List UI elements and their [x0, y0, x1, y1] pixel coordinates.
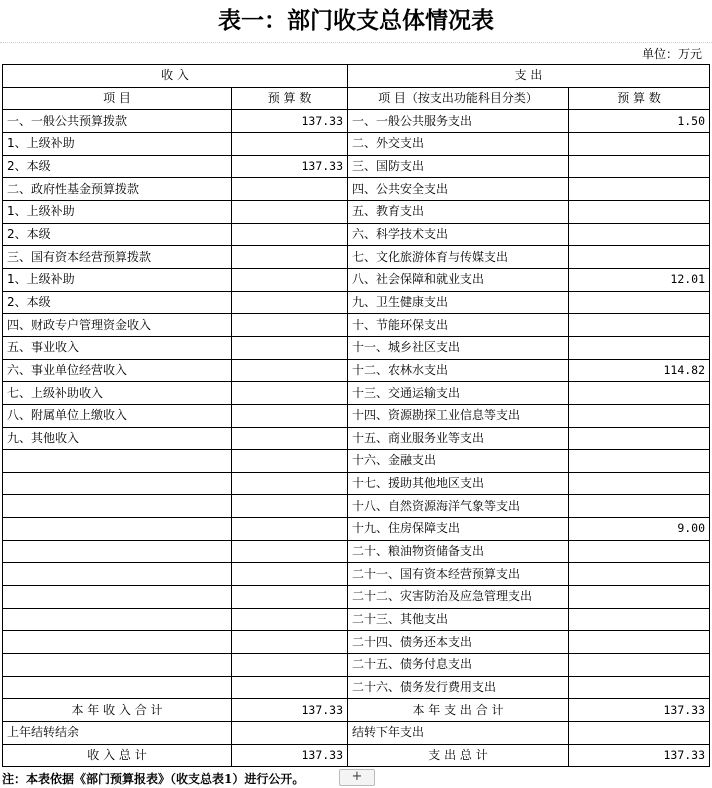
income-year-total-label: 本 年 收 入 合 计 — [3, 699, 232, 722]
header-row-columns — [3, 87, 710, 110]
income-item-cell — [3, 676, 232, 699]
expense-item-cell: 十一、城乡社区支出 — [348, 336, 569, 359]
expense-value-cell: 12.01 — [569, 268, 710, 291]
income-item-cell — [3, 654, 232, 677]
budget-table — [2, 64, 710, 767]
carry-out-label: 结转下年支出 — [348, 722, 569, 745]
table-row — [3, 563, 710, 586]
grand-total-row — [3, 744, 710, 767]
table-row — [3, 336, 710, 359]
expense-grand-total-label: 支 出 总 计 — [348, 744, 569, 767]
expense-item-cell: 二十、粮油物资储备支出 — [348, 540, 569, 563]
table-row — [3, 382, 710, 405]
income-value-cell — [232, 676, 348, 699]
expense-item-cell: 九、卫生健康支出 — [348, 291, 569, 314]
table-row — [3, 631, 710, 654]
page-title: 表一：部门收支总体情况表 — [0, 0, 712, 43]
expense-item-cell: 二十一、国有资本经营预算支出 — [348, 563, 569, 586]
table-row — [3, 586, 710, 609]
income-value-cell — [232, 518, 348, 541]
expense-item-cell: 十八、自然资源海洋气象等支出 — [348, 495, 569, 518]
income-item-header: 项 目 — [3, 87, 232, 110]
expense-value-cell — [569, 563, 710, 586]
expense-item-cell: 五、教育支出 — [348, 200, 569, 223]
income-value-cell — [232, 586, 348, 609]
table-row — [3, 450, 710, 473]
footnote: 注：本表依据《部门预算报表》（收支总表1）进行公开。 — [2, 772, 305, 786]
income-item-cell — [3, 495, 232, 518]
expense-value-cell — [569, 132, 710, 155]
income-year-total-value: 137.33 — [232, 699, 348, 722]
income-value-cell — [232, 359, 348, 382]
income-value-cell — [232, 291, 348, 314]
income-item-cell — [3, 540, 232, 563]
income-item-cell: 五、事业收入 — [3, 336, 232, 359]
expense-item-cell: 八、社会保障和就业支出 — [348, 268, 569, 291]
income-value-cell — [232, 223, 348, 246]
expense-value-cell: 114.82 — [569, 359, 710, 382]
expense-grand-total-value: 137.33 — [569, 744, 710, 767]
income-value-cell — [232, 427, 348, 450]
expense-value-cell — [569, 427, 710, 450]
expense-item-header: 项 目（按支出功能科目分类） — [348, 87, 569, 110]
income-value-cell — [232, 200, 348, 223]
income-value-cell — [232, 450, 348, 473]
expense-item-cell: 十七、援助其他地区支出 — [348, 472, 569, 495]
table-row — [3, 654, 710, 677]
expense-item-cell: 二、外交支出 — [348, 132, 569, 155]
expense-value-cell — [569, 450, 710, 473]
expense-item-cell: 十九、住房保障支出 — [348, 518, 569, 541]
income-value-cell — [232, 336, 348, 359]
table-row — [3, 359, 710, 382]
income-item-cell: 2、本级 — [3, 291, 232, 314]
income-value-cell — [232, 178, 348, 201]
income-grand-total-value: 137.33 — [232, 744, 348, 767]
income-value-cell — [232, 495, 348, 518]
expense-value-cell — [569, 291, 710, 314]
expense-item-cell: 二十六、债务发行费用支出 — [348, 676, 569, 699]
expense-value-cell — [569, 631, 710, 654]
expense-item-cell: 二十二、灾害防治及应急管理支出 — [348, 586, 569, 609]
income-value-cell — [232, 268, 348, 291]
income-item-cell — [3, 563, 232, 586]
income-item-cell: 2、本级 — [3, 155, 232, 178]
expense-value-cell — [569, 608, 710, 631]
expense-section-header: 支 出 — [348, 65, 710, 88]
expense-item-cell: 十六、金融支出 — [348, 450, 569, 473]
expense-year-total-label: 本 年 支 出 合 计 — [348, 699, 569, 722]
table-row — [3, 132, 710, 155]
expense-value-cell: 1.50 — [569, 110, 710, 133]
income-item-cell: 2、本级 — [3, 223, 232, 246]
income-item-cell — [3, 631, 232, 654]
expense-value-cell — [569, 404, 710, 427]
income-value-cell — [232, 132, 348, 155]
table-row — [3, 540, 710, 563]
expense-value-cell — [569, 540, 710, 563]
expense-item-cell: 十四、资源勘探工业信息等支出 — [348, 404, 569, 427]
expense-item-cell: 一、一般公共服务支出 — [348, 110, 569, 133]
income-value-cell — [232, 540, 348, 563]
expense-value-cell — [569, 314, 710, 337]
income-value-cell: 137.33 — [232, 155, 348, 178]
income-value-cell — [232, 608, 348, 631]
table-row — [3, 404, 710, 427]
income-item-cell: 1、上级补助 — [3, 268, 232, 291]
carry-in-label: 上年结转结余 — [3, 722, 232, 745]
expense-item-cell: 十、节能环保支出 — [348, 314, 569, 337]
expense-value-cell — [569, 223, 710, 246]
expense-year-total-value: 137.33 — [569, 699, 710, 722]
expense-value-cell — [569, 586, 710, 609]
expense-value-cell — [569, 178, 710, 201]
table-row — [3, 291, 710, 314]
income-item-cell: 三、国有资本经营预算拨款 — [3, 246, 232, 269]
carry-out-value — [569, 722, 710, 745]
income-budget-header: 预 算 数 — [232, 87, 348, 110]
carry-in-value — [232, 722, 348, 745]
income-item-cell — [3, 586, 232, 609]
income-value-cell — [232, 246, 348, 269]
income-item-cell: 四、财政专户管理资金收入 — [3, 314, 232, 337]
year-total-row — [3, 699, 710, 722]
table-row — [3, 495, 710, 518]
expense-item-cell: 十五、商业服务业等支出 — [348, 427, 569, 450]
expense-item-cell: 二十五、债务付息支出 — [348, 654, 569, 677]
income-item-cell: 九、其他收入 — [3, 427, 232, 450]
table-row — [3, 178, 710, 201]
table-row — [3, 608, 710, 631]
income-item-cell — [3, 450, 232, 473]
expense-value-cell — [569, 382, 710, 405]
expense-item-cell: 二十四、债务还本支出 — [348, 631, 569, 654]
expense-item-cell: 十三、交通运输支出 — [348, 382, 569, 405]
income-section-header: 收 入 — [3, 65, 348, 88]
table-row — [3, 676, 710, 699]
table-row — [3, 200, 710, 223]
expense-value-cell — [569, 495, 710, 518]
expense-value-cell — [569, 472, 710, 495]
income-value-cell — [232, 314, 348, 337]
table-row — [3, 472, 710, 495]
expense-value-cell — [569, 654, 710, 677]
income-value-cell — [232, 563, 348, 586]
expense-item-cell: 十二、农林水支出 — [348, 359, 569, 382]
expense-value-cell: 9.00 — [569, 518, 710, 541]
expense-item-cell: 七、文化旅游体育与传媒支出 — [348, 246, 569, 269]
income-value-cell — [232, 404, 348, 427]
table-row — [3, 427, 710, 450]
income-item-cell: 八、附属单位上缴收入 — [3, 404, 232, 427]
income-value-cell — [232, 654, 348, 677]
table-row — [3, 155, 710, 178]
income-item-cell: 1、上级补助 — [3, 200, 232, 223]
unit-label: 单位：万元 — [641, 47, 702, 61]
table-row — [3, 518, 710, 541]
expense-item-cell: 六、科学技术支出 — [348, 223, 569, 246]
expense-budget-header: 预 算 数 — [569, 87, 710, 110]
expense-item-cell: 三、国防支出 — [348, 155, 569, 178]
income-grand-total-label: 收 入 总 计 — [3, 744, 232, 767]
income-value-cell: 137.33 — [232, 110, 348, 133]
income-item-cell: 一、一般公共预算拨款 — [3, 110, 232, 133]
income-item-cell — [3, 518, 232, 541]
table-row — [3, 246, 710, 269]
income-item-cell: 七、上级补助收入 — [3, 382, 232, 405]
income-item-cell — [3, 608, 232, 631]
table-row — [3, 110, 710, 133]
table-row — [3, 268, 710, 291]
income-value-cell — [232, 631, 348, 654]
income-item-cell: 二、政府性基金预算拨款 — [3, 178, 232, 201]
table-row — [3, 223, 710, 246]
add-sheet-button[interactable]: + — [339, 769, 375, 786]
income-value-cell — [232, 382, 348, 405]
income-item-cell: 六、事业单位经营收入 — [3, 359, 232, 382]
expense-value-cell — [569, 155, 710, 178]
expense-value-cell — [569, 336, 710, 359]
expense-value-cell — [569, 200, 710, 223]
expense-item-cell: 四、公共安全支出 — [348, 178, 569, 201]
income-item-cell — [3, 472, 232, 495]
carry-row — [3, 722, 710, 745]
header-row-section — [3, 65, 710, 88]
income-value-cell — [232, 472, 348, 495]
income-item-cell: 1、上级补助 — [3, 132, 232, 155]
expense-item-cell: 二十三、其他支出 — [348, 608, 569, 631]
expense-value-cell — [569, 246, 710, 269]
expense-value-cell — [569, 676, 710, 699]
table-row — [3, 314, 710, 337]
